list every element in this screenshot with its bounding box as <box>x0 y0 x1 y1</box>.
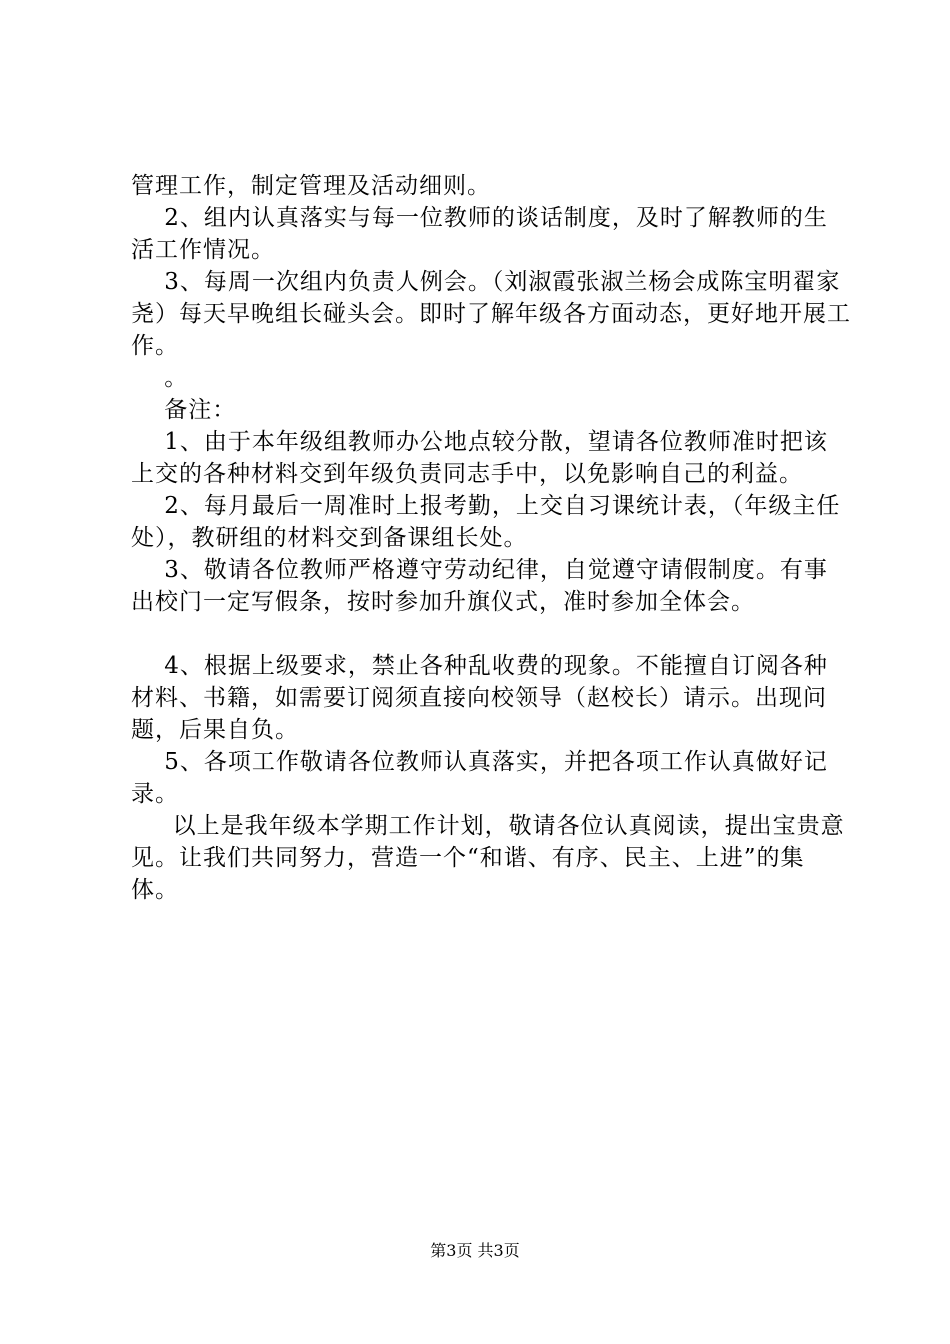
paragraph-continuation: 管理工作，制定管理及活动细则。 <box>131 173 491 199</box>
closing-paragraph: 以上是我年级本学期工作计划，敬请各位认真阅读，提出宝贵意见。让我们共同努力，营造一个“和谐、有序、民主、上进”的集体。 <box>131 813 845 903</box>
note-item-5: 5、各项工作敬请各位教师认真落实，并把各项工作认真做好记录。 <box>131 749 828 807</box>
notes-heading: 备注： <box>131 397 237 423</box>
document-body <box>131 170 851 906</box>
note-item-4: 4、根据上级要求，禁止各种乱收费的现象。不能擅自订阅各种材料、书籍，如需要订阅须直接向校领导（赵校长）请示。出现问题，后果自负。 <box>131 653 828 743</box>
note-item-1: 1、由于本年级组教师办公地点较分散，望请各位教师准时把该上交的各种材料交到年级负责同志手中，以免影响自己的利益。 <box>131 429 828 487</box>
note-item-3: 3、敬请各位教师严格遵守劳动纪律，自觉遵守请假制度。有事出校门一定写假条，按时参加升旗仪式，准时参加全体会。 <box>131 557 828 615</box>
paragraph-item-3: 3、每周一次组内负责人例会。（刘淑霞张淑兰杨会成陈宝明翟家尧）每天早晚组长碰头会。即时了解年级各方面动态，更好地开展工作。 <box>131 269 851 359</box>
paragraph-item-2: 2、组内认真落实与每一位教师的谈话制度，及时了解教师的生活工作情况。 <box>131 205 828 263</box>
blank-line <box>131 618 851 650</box>
paragraph-stray-mark: 。 <box>131 365 189 391</box>
page-number-footer: 第3页 共3页 <box>430 1241 520 1260</box>
note-item-2: 2、每月最后一周准时上报考勤，上交自习课统计表，（年级主任处），教研组的材料交到备课组长处。 <box>131 493 841 551</box>
